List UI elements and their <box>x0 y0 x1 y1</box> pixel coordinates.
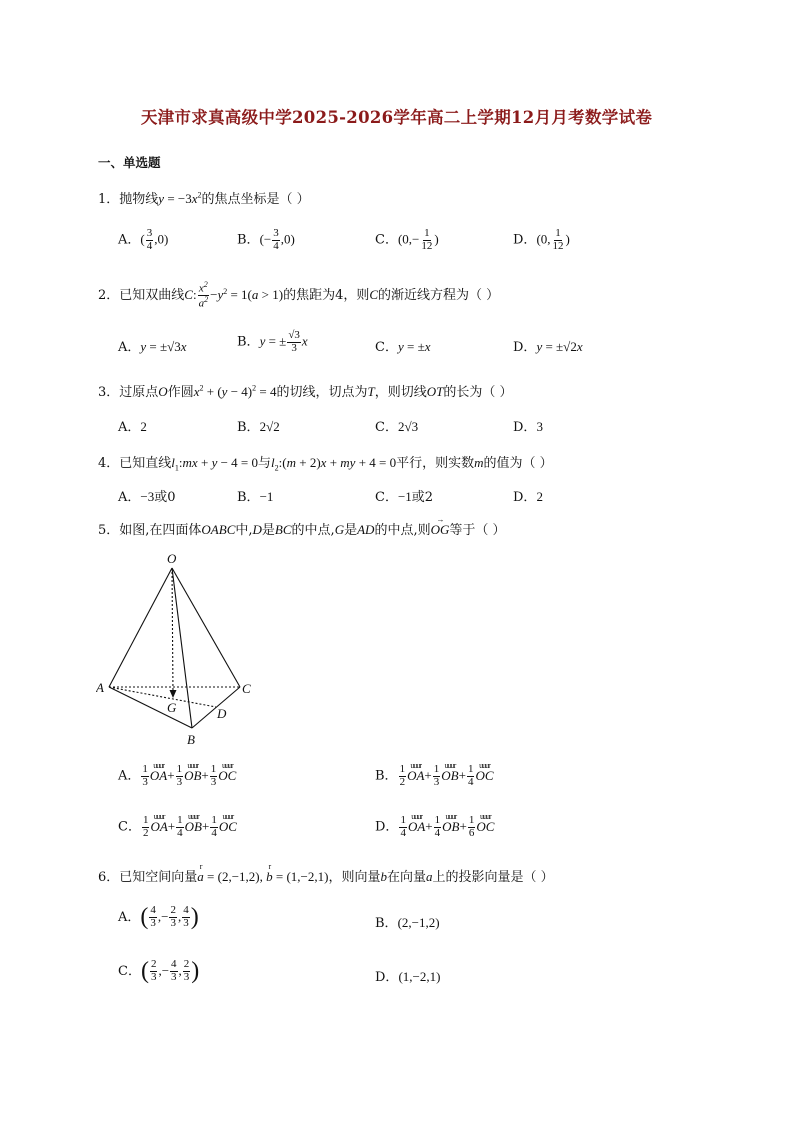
label-a: A <box>96 680 104 695</box>
option-3c[interactable]: C．2√3 <box>375 419 419 435</box>
edge-ab <box>109 687 192 728</box>
option-2b[interactable]: B．y = ± $\frac{√3}{3}$ x <box>237 329 308 354</box>
edge-oc <box>172 568 240 687</box>
section-heading: 一、单选题 <box>98 155 161 170</box>
option-1a[interactable]: A．( $\frac{3}{4}$ ,0) <box>118 227 169 252</box>
option-6b[interactable]: B．(2,−1,2) <box>375 915 440 931</box>
segment-ad <box>109 687 216 707</box>
option-2c[interactable]: C．y = ±x <box>375 339 431 355</box>
option-3b[interactable]: B．2√2 <box>237 419 280 435</box>
question-number: 1． <box>98 192 120 207</box>
option-6c[interactable]: C．( $\frac{2}{3}$ ,− $\frac{4}{3}$ , $\frac{2}{3}$ ) <box>118 958 200 984</box>
label-c: C <box>242 681 251 696</box>
option-1d[interactable]: D．(0, $\frac{1}{12}$ ) <box>513 227 570 252</box>
option-3a[interactable]: A．2 <box>118 419 147 435</box>
question-1: 1．抛物线$y = -3x^2$的焦点坐标是（ ） <box>98 190 310 207</box>
label-o: O <box>167 551 177 566</box>
option-3d[interactable]: D．3 <box>513 419 543 435</box>
edge-oa <box>109 568 172 687</box>
page-title: 天津市求真高级中学2025-2026学年高二上学期12月月考数学试卷 <box>140 108 653 127</box>
option-6d[interactable]: D．(1,−2,1) <box>375 969 441 985</box>
option-1c[interactable]: C．(0,− $\frac{1}{12}$ ) <box>375 227 439 252</box>
option-2d[interactable]: D．y = ±√2x <box>513 339 583 355</box>
option-6a[interactable]: A．( $\frac{4}{3}$ ,− $\frac{2}{3}$ , $\frac{4}{3}$ ) <box>118 904 199 930</box>
math-expr: y <box>158 191 165 206</box>
label-g: G <box>167 700 177 715</box>
option-2a[interactable]: A．y = ±√3x <box>118 339 187 355</box>
question-6: 6．已知空间向量a r = (2,−1,2), b r = (1,−2,1)，则向量b在向量a上的投影向量是（ ） <box>98 862 554 885</box>
arrow-head-icon <box>170 690 177 698</box>
option-4d[interactable]: D．2 <box>513 489 543 505</box>
option-5d[interactable]: D． $\frac{1}{4}$ OA uuur + $\frac{1}{4}$ OB uuur + $\frac{1}{6}$ OC uuur <box>375 811 495 839</box>
question-5: 5．如图,在四面体OABC中,D是BC的中点,G是AD的中点,则OG → 等于（ ） <box>98 515 506 538</box>
question-3: 3．过原点O作圆$x^2 + (y - 4)^2 = 4$的切线，切点为T，则切线OT的长为（ ） <box>98 383 513 400</box>
option-5c[interactable]: C． $\frac{1}{2}$ OA uuur + $\frac{1}{4}$ OB uuur + $\frac{1}{4}$ OC uuur <box>118 811 237 839</box>
question-2: 2．已知双曲线C: $\frac{x^2}{a^2}$ $-y^2 = 1(a > 1)$的焦距为4，则C的渐近线方程为（ ） <box>98 280 500 310</box>
label-d: D <box>217 706 227 721</box>
tetrahedron-figure <box>96 550 266 750</box>
option-4b[interactable]: B．−1 <box>237 489 274 505</box>
option-5a[interactable]: A． $\frac{1}{3}$ OA uuur + $\frac{1}{3}$ OB uuur + $\frac{1}{3}$ OC uuur <box>118 760 237 788</box>
option-1b[interactable]: B．(− $\frac{3}{4}$ ,0) <box>237 227 295 252</box>
option-4a[interactable]: A．−3或0 <box>118 489 176 505</box>
segment-og <box>172 568 173 695</box>
label-b: B <box>187 732 195 747</box>
option-4c[interactable]: C．−1或2 <box>375 489 434 505</box>
edge-bc <box>192 687 240 728</box>
option-5b[interactable]: B． $\frac{1}{2}$ OA uuur + $\frac{1}{3}$ OB uuur + $\frac{1}{4}$ OC uuur <box>375 760 494 788</box>
question-4: 4．已知直线$l_1:mx + y - 4 = 0$与$l_2:(m + 2)x$ + my + 4 = 0平行，则实数m的值为（ ） <box>98 455 553 473</box>
